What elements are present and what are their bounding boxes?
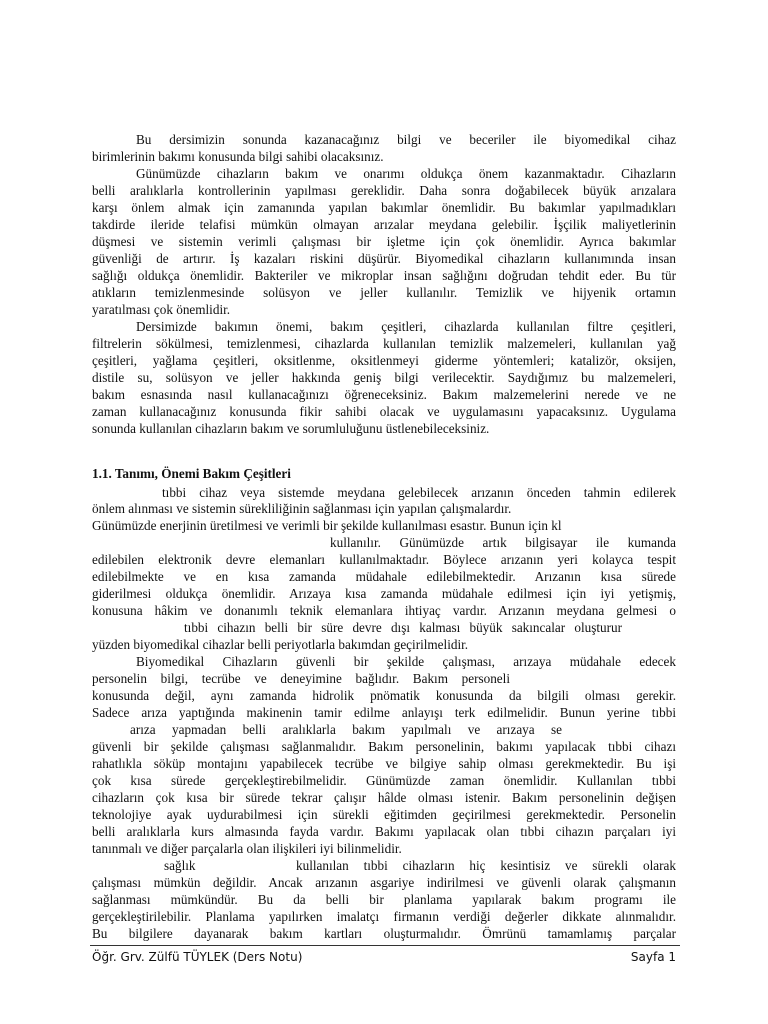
section-line-4: kullanılır. Günümüzde artık bilgisayar ile kumanda <box>330 535 676 550</box>
intro-p3-line-5: bakım esnasında nasıl kullanacağınızı öğreneceksiniz. Bakım malzemelerini nerede ve ne <box>92 387 676 402</box>
section-line-20: teknolojiye ayak uydurabilmesi için sürekli eğitimden geçirilmesi gerekmektedir. Personelin <box>92 807 676 822</box>
section-line-21: belli aralıklarla kurs almasında fayda vardır. Bakımı yapılacak olan tıbbi cihazın parçaları iyi <box>92 824 676 839</box>
section-line-27: gerçekleştirilebilir. Planlama yapılırken imalatçı firmanın verdiği değerler dikkate alınmalıdır. <box>92 909 676 924</box>
section-line-10: yüzden biyomedikal cihazlar belli periyotlarla bakımdan geçirilmelidir. <box>92 637 469 652</box>
footer-author: Öğr. Grv. Zülfü TÜYLEK (Ders Notu) <box>92 950 303 964</box>
intro-p3-line-6: zaman kullanacağınız konusunda fikir sahibi olacak ve uygulamasını yapacaksınız. Uygulama <box>92 404 676 419</box>
intro-p3-line-1: Dersimizde bakımın önemi, bakım çeşitleri, cihazlarda kullanılan filtre çeşitleri, <box>136 319 676 334</box>
intro-p2-line-4: takdirde ileride telafisi mümkün olmayan arızalar meydana gelebilir. İşçilik maliyetlerinin <box>92 217 676 232</box>
section-line-18: çok kısa sürede gerçekleştirebilmelidir. Günümüzde zaman önemlidir. Kullanılan tıbbi <box>92 773 676 788</box>
intro-p1-line-2: birimlerinin bakımı konusunda bilgi sahibi olacaksınız. <box>92 149 384 164</box>
section-line-9: tıbbi cihazın belli bir süre devre dışı kalması büyük sakıncalar oluşturur <box>184 620 622 635</box>
intro-p2-line-7: sağlığı oldukça önemlidir. Bakteriler ve mikroplar insan sağlığını doğrudan tehdit eder. Bu tür <box>92 268 676 283</box>
section-line-14: Sadece arıza yaptığında makinenin tamir edilme anlayışı terk edilmelidir. Bunun yerine tıbbi <box>92 705 676 720</box>
section-line-25: çalışması mümkün değildir. Ancak arızanın asgariye indirilmesi ve güvenli olarak çalışmanın <box>92 875 676 890</box>
section-line-7: giderilmesi oldukça önemlidir. Arızaya kısa zamanda müdahale edilmesi için iyi yetişmiş, <box>92 586 676 601</box>
section-line-13: konusunda değil, aynı zamanda hidrolik pnömatik konusunda da bilgili olması gerekir. <box>92 688 676 703</box>
section-line-17: rahatlıkla söküp montajını yapabilecek tecrübe ve bilgiye sahip olması gerekmektedir. Bu işi <box>92 756 676 771</box>
section-line-12: personelin bilgi, tecrübe ve deneyimine bağlıdır. Bakım personeli <box>92 671 510 686</box>
intro-p1-line-1: Bu dersimizin sonunda kazanacağınız bilgi ve beceriler ile biyomedikal cihaz <box>136 132 676 147</box>
footer-divider <box>90 945 680 946</box>
section-heading: 1.1. Tanımı, Önemi Bakım Çeşitleri <box>92 466 291 481</box>
intro-p2-line-1: Günümüzde cihazların bakım ve onarımı oldukça önem kazanmaktadır. Cihazların <box>136 166 676 181</box>
section-line-2: önlem alınması ve sistemin sürekliliğinin sağlanması için yapılan çalışmalardır. <box>92 501 512 516</box>
section-line-5: edilebilen elektronik devre elemanları kullanılmaktadır. Böylece arızanın yeri kolayca tespit <box>92 552 676 567</box>
intro-p3-line-3: çeşitleri, yağlama çeşitleri, oksitlenme, oksitlenmeyi giderme yöntemleri; katalizör, oksijen, <box>92 353 676 368</box>
section-line-11: Biyomedikal Cihazların güvenli bir şekilde çalışması, arızaya müdahale edecek <box>136 654 676 669</box>
section-line-28: Bu bilgilere dayanarak bakım kartları oluşturmalıdır. Ömrünü tamamlamış parçalar <box>92 926 676 941</box>
section-line-8: konusuna hâkim ve donanımlı teknik elemanlara ihtiyaç vardır. Arızanın meydana gelmesi o <box>92 603 676 618</box>
section-line-15: arıza yapmadan belli aralıklarla bakım yapılmalı ve arızaya se <box>130 722 562 737</box>
intro-p2-line-3: karşı önlem almak için zamanında yapılan bakımlar önemlidir. Bu bakımlar yapılmadıkları <box>92 200 676 215</box>
section-line-23: sağlık <box>164 858 196 873</box>
intro-p3-line-4: distile su, solüsyon ve jeller hakkında geniş bilgi verilecektir. Saydığımız bu malzemeleri, <box>92 370 676 385</box>
intro-p3-line-7: sonunda kullanılan cihazların bakım ve sorumluluğunu üstlenebileceksiniz. <box>92 421 490 436</box>
section-line-6: edilebilmekte ve en kısa zamanda müdahale edilebilmektedir. Arızanın kısa sürede <box>92 569 676 584</box>
section-line-19: cihazların çok kısa bir sürede tekrar çalışır hâlde olması istenir. Bakım personelinin değişen <box>92 790 676 805</box>
intro-p2-line-2: belli aralıklarla kontrollerinin yapılması gereklidir. Daha sonra doğabilecek büyük arızalara <box>92 183 676 198</box>
intro-p2-line-5: düşmesi ve sistemin verimli çalışması bir işletme için çok önemlidir. Ayrıca bakımlar <box>92 234 676 249</box>
section-line-1: tıbbi cihaz veya sistemde meydana gelebilecek arızanın önceden tahmin edilerek <box>162 485 676 500</box>
intro-p2-line-8: atıkların temizlenmesinde solüsyon ve jeller kullanılır. Temizlik ve hijyenik ortamın <box>92 285 676 300</box>
intro-p2-line-9: yaratılması çok önemlidir. <box>92 302 231 317</box>
footer-page-number: Sayfa 1 <box>630 950 676 964</box>
section-line-16: güvenli bir şekilde çalışması sağlanmalıdır. Bakım personelinin, bakımı yapılacak tıbbi cihazı <box>92 739 676 754</box>
section-line-26: sağlanması mümkündür. Bu da belli bir planlama yapılarak bakım programı ile <box>92 892 676 907</box>
intro-p3-line-2: filtrelerin sökülmesi, temizlenmesi, cihazlarda kullanılan temizlik malzemeleri, kullanılan yağ <box>92 336 676 351</box>
section-line-3: Günümüzde enerjinin üretilmesi ve verimli bir şekilde kullanılması esastır. Bunun için kl <box>92 518 562 533</box>
section-line-24: kullanılan tıbbi cihazların hiç kesintisiz ve sürekli olarak <box>296 858 676 873</box>
section-line-22: tanınmalı ve diğer parçalarla olan ilişkileri iyi bilinmelidir. <box>92 841 402 856</box>
intro-p2-line-6: güvenliği de artırır. İş kazaları riskini düşürür. Biyomedikal cihazların kullanımında insan <box>92 251 676 266</box>
